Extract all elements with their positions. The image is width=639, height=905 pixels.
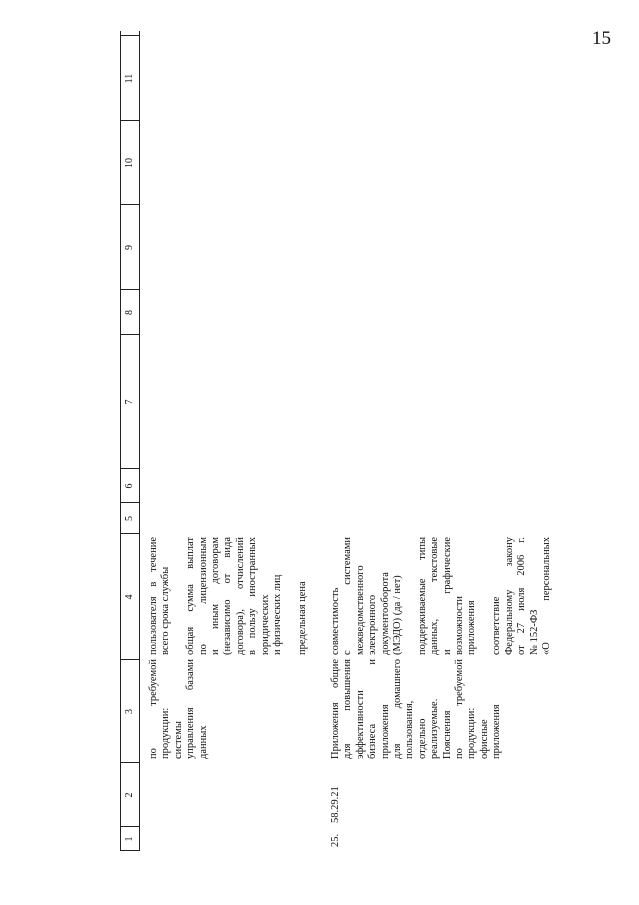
characteristics — [330, 537, 553, 655]
text-line — [173, 537, 185, 655]
text-line: поддерживаемые типы — [416, 537, 428, 655]
rotated-table — [120, 31, 590, 851]
text-line: и физических лиц — [272, 574, 284, 655]
text-line: Приложения общие — [330, 659, 341, 759]
col-header-5: 5 — [124, 516, 135, 521]
text-line: продукции: — [160, 707, 172, 759]
text-line: Федеральному закону — [503, 537, 515, 655]
text-line: электронного — [367, 594, 379, 655]
text-line: возможности — [454, 595, 466, 655]
text-line: приложения — [466, 600, 478, 655]
product-description — [330, 659, 504, 759]
text-line: офисные — [478, 719, 490, 759]
col-header-2: 2 — [124, 792, 135, 798]
text-line: и иным договорам — [210, 537, 222, 655]
text-line: по требуемой — [148, 659, 159, 759]
text-line: межведомственного — [354, 565, 366, 655]
col-header-3: 3 — [124, 709, 135, 714]
text-line: и графические — [441, 537, 453, 655]
text-line: эффективности — [354, 690, 366, 759]
col-header-8: 8 — [124, 310, 135, 315]
spacer-line — [404, 537, 416, 655]
col-header-9: 9 — [124, 245, 135, 250]
table-header-row — [120, 31, 140, 851]
col-header-11: 11 — [124, 73, 135, 84]
text-line: управления базами — [185, 659, 197, 759]
text-line: документооборота — [379, 572, 391, 655]
text-line: реализуемые. — [429, 698, 441, 759]
text-line: для домашнего — [392, 659, 404, 759]
text-line: по требуемой — [454, 659, 466, 759]
col-header-1: 1 — [124, 836, 135, 842]
col-header-10: 10 — [124, 158, 135, 168]
text-line: № 152-ФЗ — [528, 609, 540, 655]
text-line: системы — [172, 721, 184, 759]
continued-characteristics — [148, 537, 309, 655]
text-line: (МЭДО) (да / нет) — [392, 575, 404, 655]
text-line: пользования, — [404, 700, 416, 759]
text-line: юридических — [259, 594, 271, 655]
text-line: отдельно — [416, 718, 428, 759]
text-line: (независимо от вида — [222, 537, 234, 655]
text-line: всего срока службы — [160, 566, 172, 655]
text-line: «О персональных — [540, 537, 552, 655]
text-line: приложения — [491, 704, 503, 759]
text-line: Пояснения — [441, 710, 453, 759]
spacer-line — [479, 537, 491, 655]
text-line: общая сумма выплат — [185, 537, 197, 655]
spacer-line — [284, 537, 296, 655]
text-line: от 27 июля 2006 г. — [516, 537, 528, 655]
text-line: продукции: — [466, 707, 478, 759]
row-number: 25. — [330, 833, 341, 847]
text-line: данных — [197, 725, 209, 759]
text-line: по лицензионным — [197, 537, 209, 655]
text-line: бизнеса и приложения — [367, 659, 391, 759]
col-header-6: 6 — [124, 483, 135, 489]
text-line: предельная цена — [296, 581, 308, 655]
text-line: с системами — [342, 537, 354, 655]
page-number: 15 — [592, 28, 611, 49]
text-line: пользователя в течение — [148, 537, 159, 655]
col-header-4: 4 — [124, 594, 135, 600]
text-line: в пользу иностранных — [247, 537, 259, 655]
text-line: соответствие — [491, 596, 503, 655]
okpd2-code: 58.29.21 — [330, 786, 341, 823]
text-line: совместимость — [330, 587, 341, 655]
text-line: для повышения — [342, 659, 354, 759]
continued-product-description — [148, 659, 210, 759]
col-header-7: 7 — [124, 399, 135, 405]
text-line: данных, текстовые — [429, 537, 441, 655]
text-line: договора), отчислений — [234, 537, 246, 655]
